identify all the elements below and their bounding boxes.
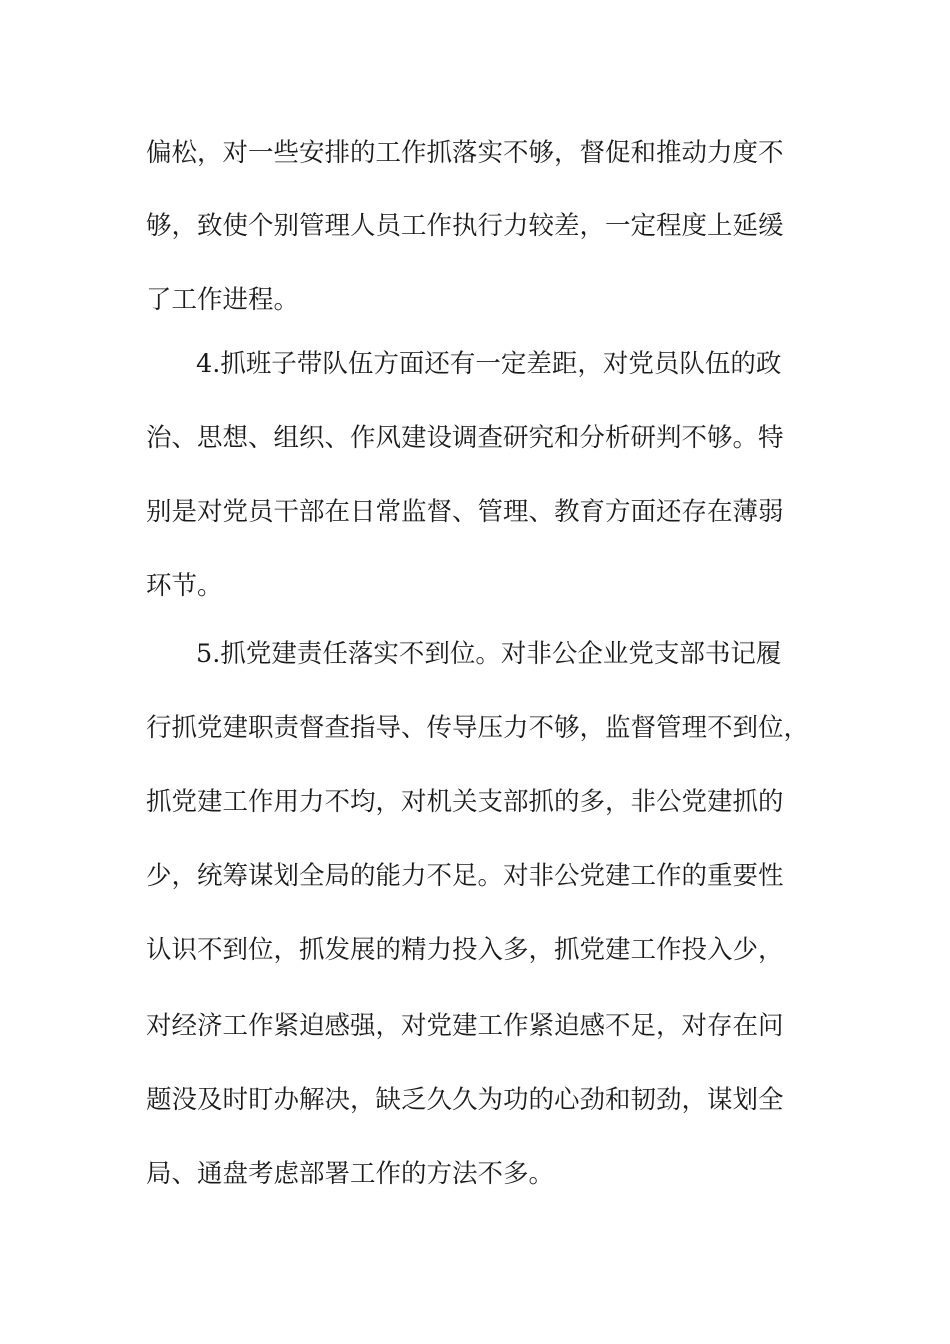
text-line: 环节。 [146,571,223,601]
text-line: 题没及时盯办解决，缺乏久久为功的心劲和韧劲，谋划全 [146,1085,784,1115]
text-line: 少，统筹谋划全局的能力不足。对非公党建工作的重要性 [146,861,784,891]
text-line: 抓党建工作用力不均，对机关支部抓的多，非公党建抓的 [146,787,784,817]
paragraph-4-first-line: 4.抓班子带队伍方面还有一定差距，对党员队伍的政 [196,349,782,379]
text-line: 够，致使个别管理人员工作执行力较差，一定程度上延缓 [146,211,784,241]
text-line: 认识不到位，抓发展的精力投入多，抓党建工作投入少， [146,935,784,965]
text-line: 偏松，对一些安排的工作抓落实不够，督促和推动力度不 [146,138,784,168]
text-line: 行抓党建职责督查指导、传导压力不够，监督管理不到位， [146,713,810,743]
text-line: 治、思想、组织、作风建设调查研究和分析研判不够。特 [146,423,784,453]
text-line: 了工作进程。 [146,285,300,315]
paragraph-5-first-line: 5.抓党建责任落实不到位。对非公企业党支部书记履 [196,639,782,669]
text-line: 别是对党员干部在日常监督、管理、教育方面还存在薄弱 [146,497,784,527]
text-line: 局、通盘考虑部署工作的方法不多。 [146,1159,555,1189]
text-line: 对经济工作紧迫感强，对党建工作紧迫感不足，对存在问 [146,1011,784,1041]
